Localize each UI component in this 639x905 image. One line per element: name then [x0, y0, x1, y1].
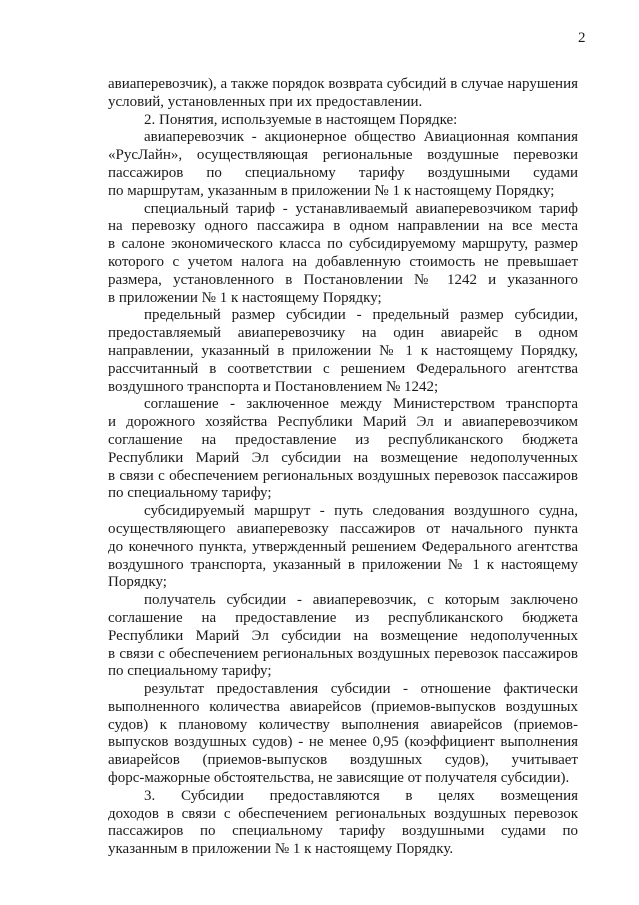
text-line: результат предоставления субсидии - отношение фактически [144, 681, 578, 698]
text-line: предоставляемый авиаперевозчику на один авиарейс в одном [108, 325, 578, 342]
text-line: по маршрутам, указанным в приложении № 1 к настоящему Порядку; [108, 182, 555, 199]
text-line: указанным в приложении № 1 к настоящему Порядку. [108, 841, 454, 858]
text-line: соглашение на предоставление из республиканского бюджета [108, 431, 578, 448]
text-line: в связи с обеспечением региональных воздушных перевозок пассажиров [108, 645, 578, 662]
text-line: авиаперевозчик - акционерное общество Авиационная компания [144, 129, 578, 146]
text-line: Республики Марий Эл субсидии на возмещение недополученных [108, 449, 578, 466]
text-line: Порядку; [108, 574, 167, 591]
text-line: получатель субсидии - авиаперевозчик, с которым заключено [144, 592, 578, 609]
text-line: осуществляющего авиаперевозку пассажиров от начального пункта [108, 520, 578, 537]
text-line: пассажиров по специальному тарифу воздушными судами по [108, 823, 578, 840]
text-line: условий, установленных при их предоставлении. [108, 93, 423, 110]
text-line: в приложении № 1 к настоящему Порядку; [108, 289, 382, 306]
text-line: форс-мажорные обстоятельства, не зависящие от получателя субсидии). [108, 770, 570, 787]
text-line: направлении, указанный в приложении № 1 к настоящему Порядку, [108, 342, 578, 359]
text-line: авиаперевозчик), а также порядок возврата субсидий в случае нарушения [108, 76, 578, 92]
text-line: воздушного транспорта и Постановлением № 1242; [108, 378, 439, 395]
text-line: пассажиров по специальному тарифу воздушными судами [108, 164, 578, 181]
text-line: выпусков воздушных судов) - не менее 0,95 (коэффициент выполнения [108, 734, 578, 751]
text-line: 3. Субсидии предоставляются в целях возмещения [144, 787, 578, 804]
text-line: и дорожного хозяйства Республики Марий Эл и авиаперевозчиком [108, 414, 578, 431]
text-line: которого с учетом налога на добавленную стоимость не превышает [108, 253, 578, 270]
text-line: 2. Понятия, используемые в настоящем Порядке: [144, 111, 458, 128]
text-line: до конечного пункта, утвержденный решением Федерального агентства [108, 538, 578, 555]
page-number: 2 [578, 30, 586, 46]
text-line: размера, установленного в Постановлении № 1242 и указанного [108, 271, 578, 288]
text-line: в связи с обеспечением региональных воздушных перевозок пассажиров [108, 467, 578, 484]
text-line: рассчитанный в соответствии с решением Федерального агентства [108, 360, 578, 377]
text-line: соглашение на предоставление из республиканского бюджета [108, 609, 578, 626]
text-line: по специальному тарифу; [108, 485, 272, 502]
text-line: доходов в связи с обеспечением региональных воздушных перевозок [108, 805, 578, 822]
text-line: по специальному тарифу; [108, 663, 272, 680]
text-line: субсидируемый маршрут - путь следования воздушного судна, [144, 503, 578, 520]
text-line: соглашение - заключенное между Министерством транспорта [144, 396, 578, 413]
text-line: на перевозку одного пассажира в одном направлении на все места [108, 218, 578, 235]
text-line: «РусЛайн», осуществляющая региональные воздушные перевозки [108, 147, 578, 164]
text-line: судов) к плановому количеству выполнения авиарейсов (приемов- [108, 716, 578, 733]
text-line: воздушного транспорта, указанный в приложении № 1 к настоящему [108, 556, 578, 573]
text-line: Республики Марий Эл субсидии на возмещение недополученных [108, 627, 578, 644]
document-body [108, 76, 578, 859]
text-line: выполненного количества авиарейсов (приемов-выпусков воздушных [108, 698, 578, 715]
text-line: в салоне экономического класса по субсидируемому маршруту, размер [108, 236, 578, 253]
text-line: специальный тариф - устанавливаемый авиаперевозчиком тариф [144, 200, 578, 217]
text-line: авиарейсов (приемов-выпусков воздушных судов), учитывает [108, 752, 578, 769]
text-line: предельный размер субсидии - предельный размер субсидии, [144, 307, 578, 324]
